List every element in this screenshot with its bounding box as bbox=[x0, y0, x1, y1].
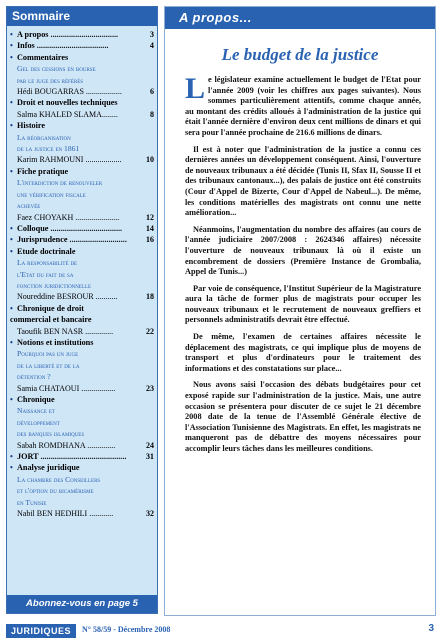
toc-section[interactable] bbox=[10, 451, 154, 462]
toc-label: Karim RAHMOUNI bbox=[17, 155, 84, 165]
table-of-contents bbox=[7, 26, 157, 519]
toc-author[interactable] bbox=[10, 508, 154, 519]
toc-article-title bbox=[10, 189, 154, 200]
toc-page-number: 12 bbox=[146, 212, 154, 222]
toc-page-number: • 3 bbox=[149, 30, 154, 39]
toc-label: Faez CHOYAKH bbox=[17, 212, 74, 222]
toc-label: Colloque bbox=[17, 223, 49, 233]
toc-page-number: 18 bbox=[146, 292, 154, 302]
toc-article-title bbox=[10, 417, 154, 428]
toc-label: JORT bbox=[17, 452, 39, 462]
article-paragraph: Il est à noter que l'administration de la justice a connu ces dernières années un développement conséquent. Ainsi, l'ouverture de nouveaux tribunaux a été décidée (Tunis II, Sfax II, Sousse II et des tribunaux cantonaux...), des palais de justice ont été construits (Cour d'Appel de Bizerte, Cour d'Appel de Nabeul...). De même, les conditions matérielles des magistrats ont connu une nette amélioration... bbox=[185, 144, 421, 218]
toc-label: et l'option du bicamérisme bbox=[17, 486, 94, 496]
toc-author[interactable] bbox=[10, 440, 154, 451]
toc-label: par le juge des référés bbox=[17, 75, 84, 85]
toc-leader-dots: ........ bbox=[101, 109, 118, 119]
toc-label: Fiche pratique bbox=[17, 166, 69, 176]
toc-article-title bbox=[10, 485, 154, 496]
toc-author[interactable] bbox=[10, 212, 154, 223]
toc-label: Noureddine BESROUR bbox=[17, 292, 94, 302]
toc-page-number: 24 bbox=[146, 440, 154, 450]
toc-leader-dots: .............. bbox=[85, 440, 116, 450]
toc-label: Samia CHATAOUI bbox=[17, 383, 80, 393]
page-footer bbox=[0, 620, 442, 640]
toc-section[interactable] bbox=[10, 29, 154, 40]
toc-leader-dots: .................. bbox=[83, 155, 122, 165]
article-title: Le budget de la justice bbox=[221, 45, 379, 64]
toc-label: Jurisprudence bbox=[17, 235, 68, 245]
toc-article-title bbox=[10, 360, 154, 371]
toc-label: en Tunisie bbox=[17, 497, 47, 507]
toc-article-title bbox=[10, 280, 154, 291]
toc-leader-dots: ................. bbox=[79, 383, 116, 393]
toc-section bbox=[10, 314, 154, 325]
toc-page-number: 8 bbox=[150, 109, 154, 119]
toc-label: Gel des cessions en bourse bbox=[17, 64, 96, 74]
toc-section[interactable] bbox=[10, 234, 154, 245]
toc-article-title bbox=[10, 497, 154, 508]
toc-author[interactable] bbox=[10, 86, 154, 97]
toc-author[interactable] bbox=[10, 326, 154, 337]
toc-page-number: • 14 bbox=[145, 223, 154, 233]
toc-article-title bbox=[10, 63, 154, 74]
toc-article-title bbox=[10, 269, 154, 280]
toc-leader-dots: ........... bbox=[93, 292, 118, 302]
drop-cap: L bbox=[185, 72, 206, 105]
toc-label: L'interdiction de renouveler bbox=[17, 178, 103, 188]
toc-page-number: 6 bbox=[150, 87, 154, 97]
article-paragraph: Le législateur examine actuellement le budget de l'Etat pour l'année 2009 (voir les chiffres aux pages suivantes). Nous sommes particulièrement attentifs, comme chaque année, au montant des crédits alloués à l'administration de la justice qui était l'année dernière d'environ deux cent millions de dinars et qui sera pour l'année prochaine de 216.6 millions de dinars. bbox=[185, 72, 421, 137]
toc-article-title bbox=[10, 200, 154, 211]
article-paragraph: Par voie de conséquence, l'Institut Supérieur de la Magistrature aura la tâche de former plus de magistrats pour occuper les nouveaux tribunaux et le recrutement de nouveaux greffiers et personnels administratifs devrait être effectué. bbox=[185, 283, 421, 325]
toc-leader-dots: .............. bbox=[83, 326, 114, 336]
toc-page-number: • 16 bbox=[145, 235, 154, 245]
toc-label: Sabah ROMDHANA bbox=[17, 440, 86, 450]
toc-leader-dots: ................................. bbox=[48, 30, 119, 39]
section-header: A propos... bbox=[165, 7, 435, 29]
toc-label: Taoufik BEN NASR bbox=[17, 326, 84, 336]
toc-section bbox=[10, 52, 154, 63]
toc-label: Analyse juridique bbox=[17, 463, 80, 473]
toc-label: Etude doctrinale bbox=[17, 246, 76, 256]
toc-leader-dots: ................................... bbox=[48, 223, 123, 233]
toc-leader-dots: ............................ bbox=[67, 235, 127, 245]
toc-page-number: 32 bbox=[146, 509, 154, 519]
toc-section[interactable] bbox=[10, 223, 154, 234]
toc-article-title bbox=[10, 371, 154, 382]
toc-article-title bbox=[10, 257, 154, 268]
toc-article-title bbox=[10, 405, 154, 416]
article-paragraph: Néanmoins, l'augmentation du nombre des affaires (au cours de l'année judiciaire 2007/2008 : 2624346 affaires) nécessite l'ouverture de nouveaux tribunaux là où il existe un encombrement de dossiers (Première Instance de Grombalia, Appel de Tunis...) bbox=[185, 224, 421, 277]
toc-label: Chronique bbox=[17, 395, 55, 404]
toc-label: Droit et nouvelles techniques bbox=[17, 98, 118, 108]
toc-label: Salma KHALED SLAMA bbox=[17, 109, 102, 119]
toc-section bbox=[10, 166, 154, 177]
toc-label: Chronique de droit bbox=[17, 303, 85, 313]
toc-article-title bbox=[10, 348, 154, 359]
toc-label: commercial et bancaire bbox=[10, 315, 92, 325]
toc-article-title bbox=[10, 132, 154, 143]
toc-label: de la liberté et de la bbox=[17, 360, 80, 370]
toc-leader-dots: .................. bbox=[83, 87, 122, 97]
toc-section bbox=[10, 303, 154, 314]
toc-section[interactable] bbox=[10, 40, 154, 51]
toc-article-title bbox=[10, 428, 154, 439]
toc-leader-dots: ............ bbox=[87, 509, 114, 519]
toc-leader-dots: ................................... bbox=[34, 41, 109, 51]
toc-page-number: 23 bbox=[146, 383, 154, 393]
editorial-article bbox=[164, 6, 436, 616]
toc-section bbox=[10, 120, 154, 131]
toc-section bbox=[10, 462, 154, 473]
toc-label: détention ? bbox=[17, 372, 51, 382]
toc-label: fonction juridictionnelle bbox=[17, 280, 92, 290]
summary-sidebar bbox=[6, 6, 158, 614]
toc-section bbox=[10, 337, 154, 348]
toc-author[interactable] bbox=[10, 109, 154, 120]
toc-page-number: • 4 bbox=[149, 41, 154, 51]
toc-label: La réorganisation bbox=[17, 132, 71, 142]
toc-label: La chambre des Conseillers bbox=[17, 474, 101, 484]
toc-label: une vérification fiscale bbox=[17, 189, 86, 199]
toc-author[interactable] bbox=[10, 154, 154, 165]
toc-label: Notions et institutions bbox=[17, 337, 94, 347]
article-paragraph: Nous avons saisi l'occasion des débats budgétaires pour cet exposé rapide sur l'administration de la justice. Mais, une autre occasion se présentera pour discuter de ce sujet le 21 décembre 2008 date de la tenue de l'Assemblé Générale élective de l'Association Tunisienne des Magistrats. En effet, les magistrats ne manqueront pas de débattre des moyens nécessaires pour accomplir leurs tâches dans les meilleures conditions. bbox=[185, 380, 421, 453]
subscribe-banner[interactable]: Abonnez-vous en page 5 bbox=[7, 595, 157, 613]
toc-author[interactable] bbox=[10, 291, 154, 302]
toc-label: des banques islamiques bbox=[17, 429, 85, 439]
toc-article-title bbox=[10, 474, 154, 485]
toc-label: l'Etat du fait de sa bbox=[17, 269, 74, 279]
toc-section bbox=[10, 246, 154, 257]
summary-title: Sommaire bbox=[7, 7, 157, 26]
toc-page-number: • 31 bbox=[145, 452, 154, 462]
page-number: 3 bbox=[428, 623, 434, 634]
toc-label: de la justice en 1861 bbox=[17, 144, 80, 154]
toc-section bbox=[10, 97, 154, 108]
toc-leader-dots: ...................... bbox=[73, 212, 120, 222]
toc-label: Commentaires bbox=[17, 52, 69, 62]
toc-leader-dots: .......................................... bbox=[38, 452, 127, 462]
article-body bbox=[165, 65, 435, 455]
toc-label: Nabil BEN HEDHILI bbox=[17, 509, 88, 519]
toc-page-number: 22 bbox=[146, 326, 154, 336]
toc-label: Hédi BOUGARRAS bbox=[17, 87, 84, 97]
toc-label: achevée bbox=[17, 201, 41, 211]
toc-label: A propos bbox=[17, 30, 49, 39]
toc-label: Histoire bbox=[17, 121, 46, 131]
toc-page-number: 10 bbox=[146, 155, 154, 165]
issue-number: N° 58/59 - Décembre 2008 bbox=[82, 625, 171, 634]
toc-label: Pourquoi pas un juge bbox=[17, 349, 79, 359]
magazine-logo: JURIDIQUES bbox=[6, 624, 76, 638]
toc-label: développement bbox=[17, 417, 60, 427]
toc-author[interactable] bbox=[10, 383, 154, 394]
toc-label: Infos bbox=[17, 41, 35, 51]
toc-label: La responsabilité de bbox=[17, 258, 78, 268]
article-paragraph: De même, l'examen de certaines affaires nécessite le déplacement des magistrats, ce qui implique plus de moyens de transport et plus d'ordinateurs pour le traitement des informations et des constatations sur place... bbox=[185, 332, 421, 373]
toc-article-title bbox=[10, 75, 154, 86]
toc-label: Naissance et bbox=[17, 406, 55, 416]
toc-section bbox=[10, 394, 154, 405]
toc-article-title bbox=[10, 177, 154, 188]
toc-article-title bbox=[10, 143, 154, 154]
